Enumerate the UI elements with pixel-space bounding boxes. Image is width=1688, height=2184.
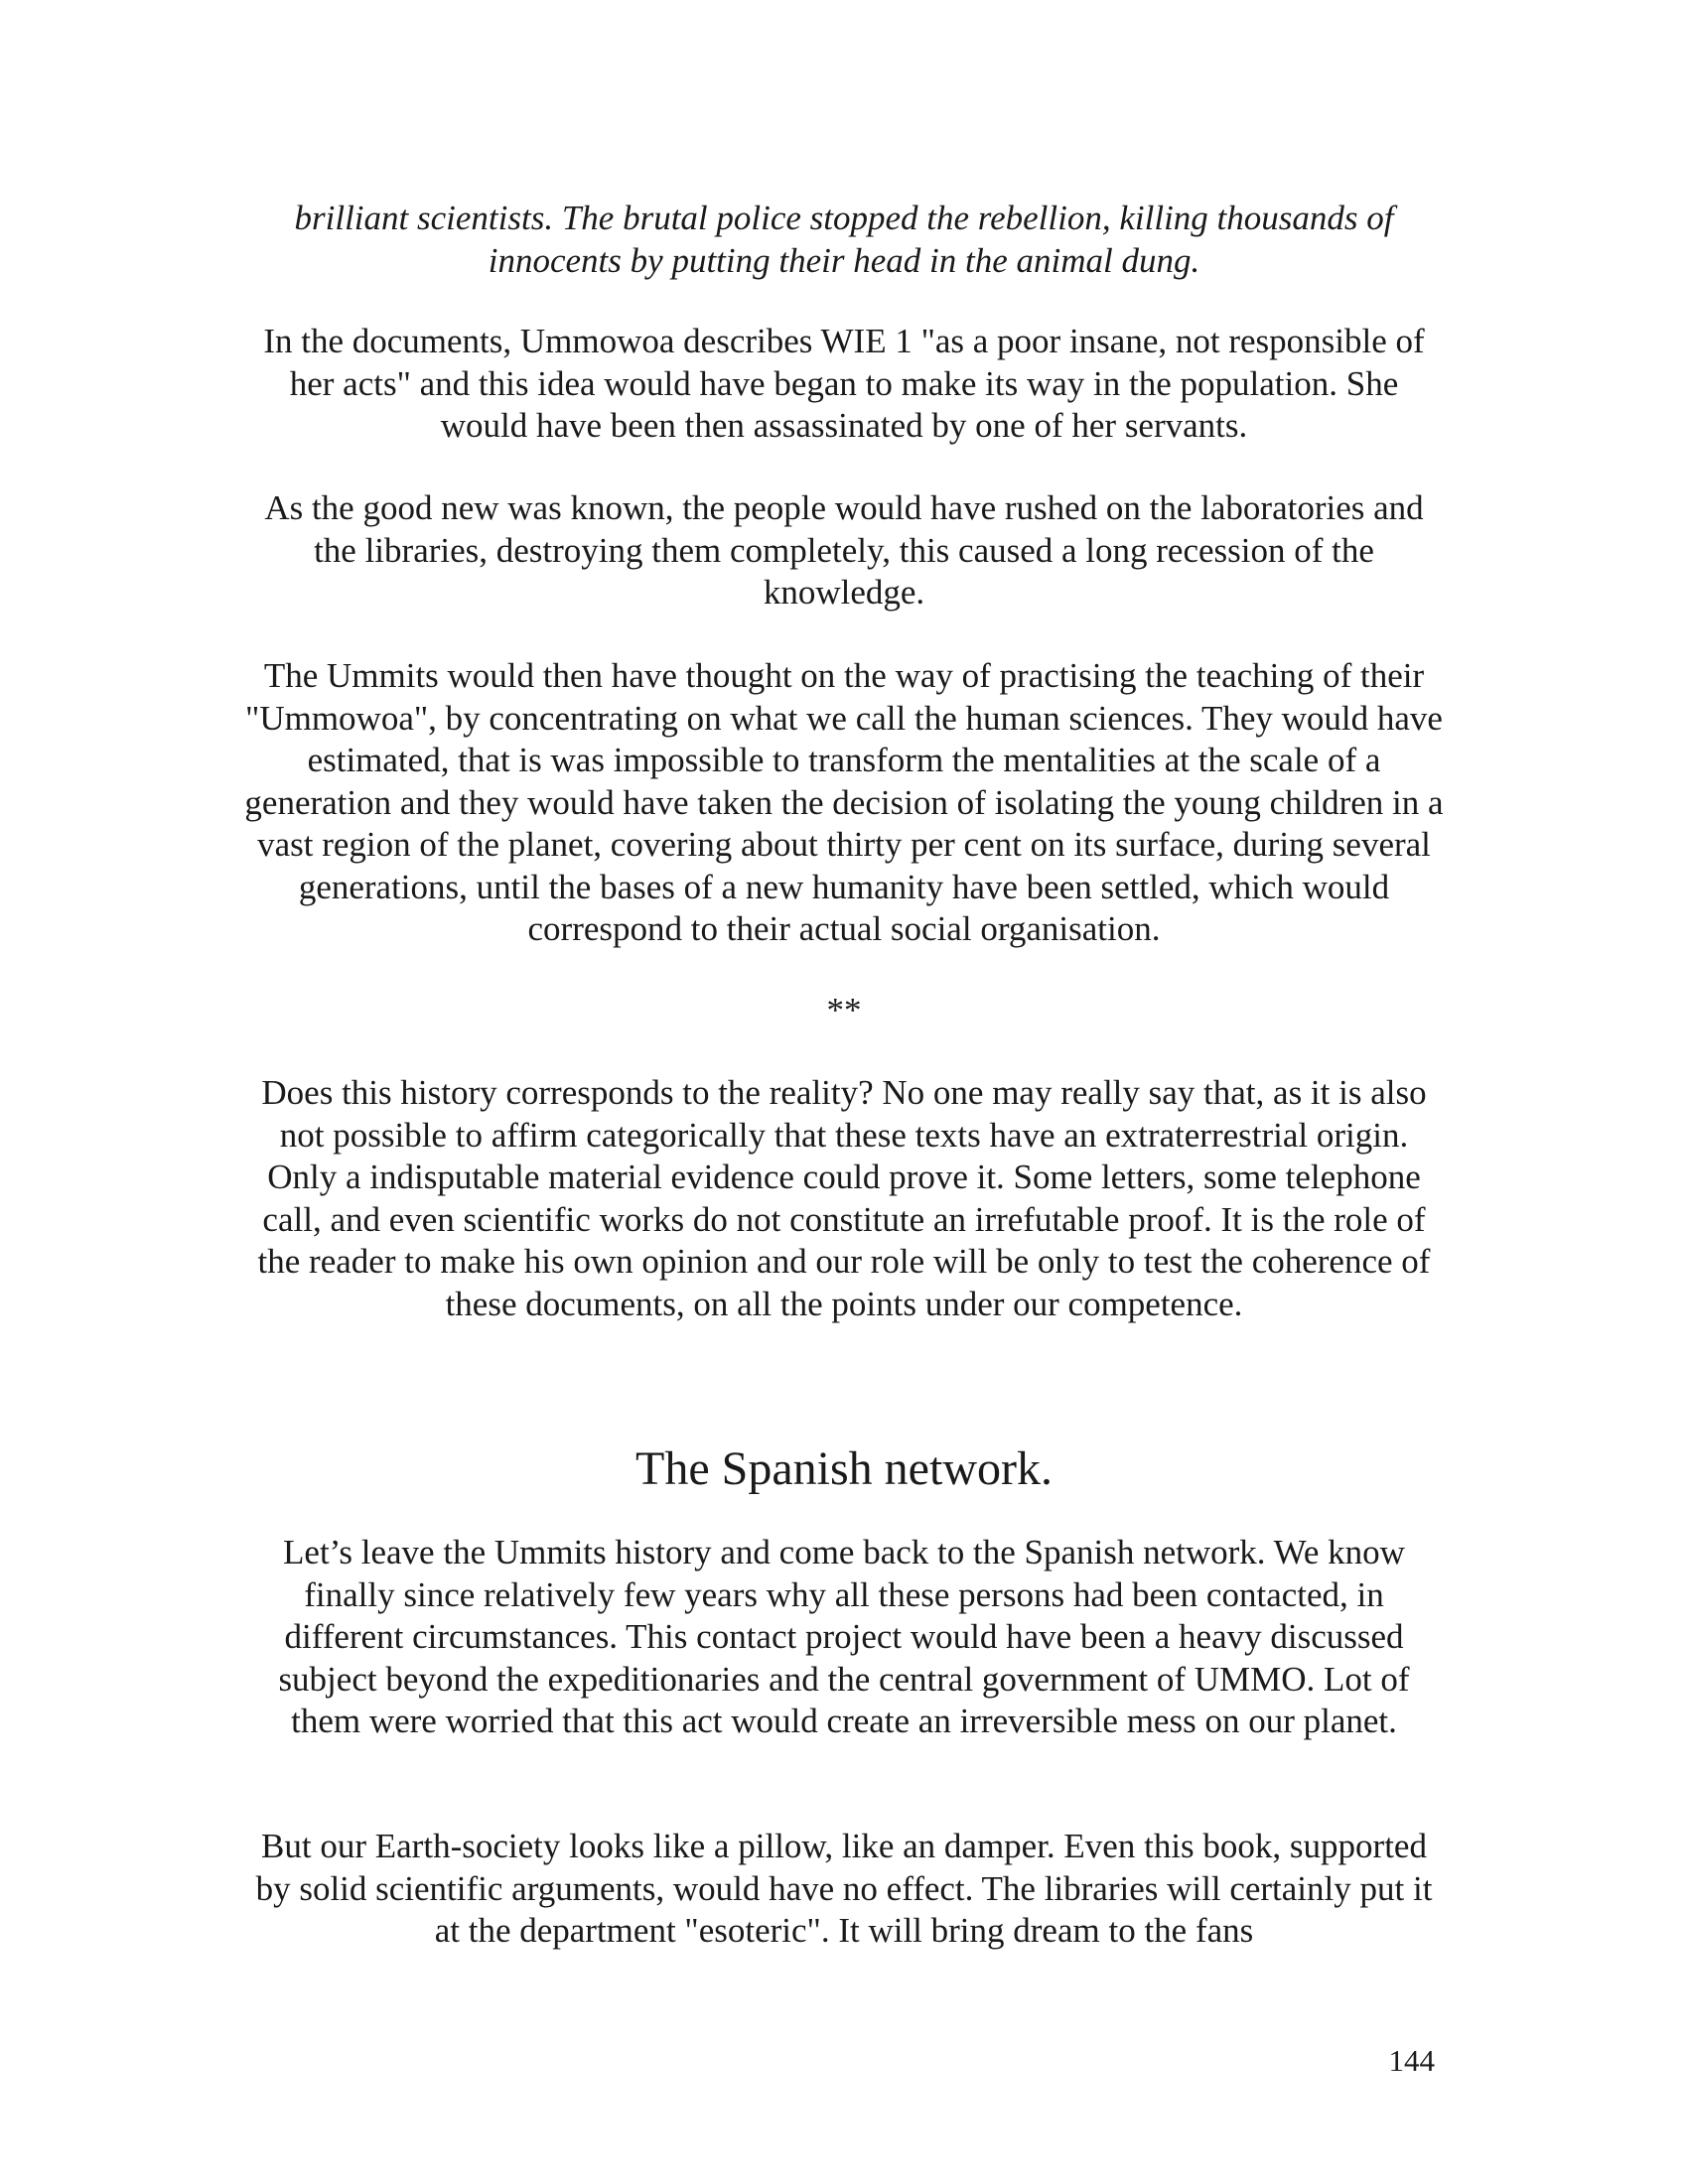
section-separator: **	[826, 991, 862, 1029]
paragraph-text: Let’s leave the Ummits history and come back to the Spanish network. We know finally since relatively few years why all these persons had been contacted, in different circumstances. This contact project would have been a heavy discussed subject beyond the expeditionaries and the central government of UMMO. Lot of them were worried that this act would create an irreversible mess on our planet.	[278, 1533, 1410, 1740]
paragraph-text: In the documents, Ummowoa describes WIE 1 "as a poor insane, not responsible of her acts" and this idea would have began to make its way in the population. She would have been then assassinated by one of her servants.	[263, 322, 1425, 445]
paragraph-text: As the good new was known, the people would have rushed on the laboratories and the libraries, destroying them completely, this caused a long recession of the knowledge.	[264, 488, 1424, 612]
paragraph-earth-society	[243, 1826, 1445, 1953]
paragraph-text: Does this history corresponds to the reality? No one may really say that, as it is also not possible to affirm categorically that these texts have an extraterrestrial origin. Only a indisputable material evidence could prove it. Some letters, some telephone call, and even scientific works do not constitute an irrefutable proof. It is the role of the reader to make his own opinion and our role will be only to test the coherence of these documents, on all the points under our competence.	[257, 1073, 1431, 1323]
page-number: 144	[1388, 2043, 1435, 2078]
section-heading: The Spanish network.	[635, 1442, 1053, 1495]
paragraph-spanish-network	[243, 1532, 1445, 1743]
paragraph-reality-question	[243, 1072, 1445, 1325]
paragraph-text: brilliant scientists. The brutal police stopped the rebellion, killing thousands of innocents by putting their head in the animal dung.	[294, 199, 1394, 280]
paragraph-rebellion	[243, 198, 1445, 282]
paragraph-laboratories	[243, 487, 1445, 614]
paragraph-ummits-teaching	[243, 655, 1445, 951]
paragraph-text: But our Earth-society looks like a pillow, like an damper. Even this book, supported by solid scientific arguments, would have no effect. The libraries will certainly put it at the department "esoteric". It will bring dream to the fans	[255, 1827, 1433, 1950]
paragraph-text: The Ummits would then have thought on the way of practising the teaching of their "Ummowoa", by concentrating on what we call the human sciences. They would have estimated, that is was impossible to transform the mentalities at the scale of a generation and they would have taken the decision of isolating the young children in a vast region of the planet, covering about thirty per cent on its surface, during several generations, until the bases of a new humanity have been settled, which would correspond to their actual social organisation.	[244, 656, 1444, 948]
paragraph-ummowoa-description	[243, 321, 1445, 448]
